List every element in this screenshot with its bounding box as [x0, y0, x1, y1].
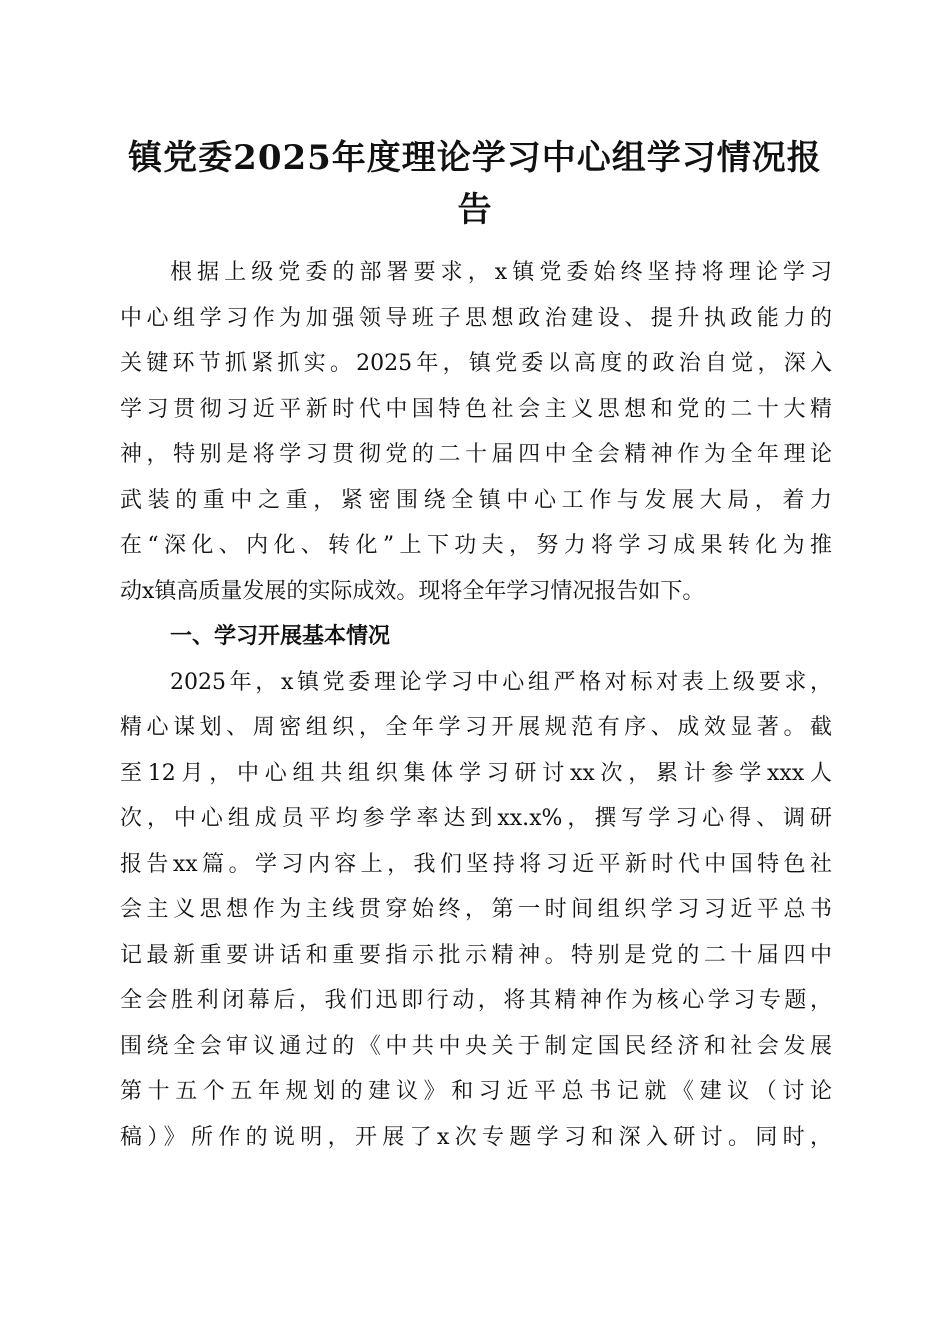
paragraph-line: 关键环节抓紧抓实。2025年，镇党委以高度的政治自觉，深入 [120, 351, 832, 376]
title-line-2: 告 [457, 190, 493, 230]
paragraph-line: 根据上级党委的部署要求，x镇党委始终坚持将理论学习 [170, 260, 832, 285]
paragraph-line: 2025年，x镇党委理论学习中心组严格对标对表上级要求， [170, 669, 832, 695]
paragraph-line: 在“深化、内化、转化”上下功夫，努力将学习成果转化为推 [120, 533, 832, 558]
paragraph-section-1 [120, 660, 832, 1161]
paragraph-line: 神，特别是将学习贯彻党的二十届四中全会精神作为全年理论 [120, 442, 832, 467]
paragraph-line: 记最新重要讲话和重要指示批示精神。特别是党的二十届四中 [120, 942, 832, 968]
paragraph-line: 动x镇高质量发展的实际成效。现将全年学习情况报告如下。 [120, 578, 705, 604]
paragraph-line: 次，中心组成员平均参学率达到xx.x%，撰写学习心得、调研 [120, 806, 832, 831]
document-body [120, 250, 832, 1160]
paragraph-line: 报告xx篇。学习内容上，我们坚持将习近平新时代中国特色社 [120, 851, 832, 877]
paragraph-line: 会主义思想作为主线贯穿始终，第一时间组织学习习近平总书 [120, 897, 832, 922]
paragraph-line: 围绕全会审议通过的《中共中央关于制定国民经济和社会发展 [120, 1033, 832, 1059]
paragraph-line: 精心谋划、周密组织，全年学习开展规范有序、成效显著。截 [120, 715, 832, 740]
paragraph-line: 武装的重中之重，紧密围绕全镇中心工作与发展大局，着力 [120, 487, 832, 513]
section-heading-1: 一、学习开展基本情况 [170, 624, 391, 649]
title-line-1: 镇党委2025年度理论学习中心组学习情况报 [128, 138, 822, 178]
paragraph-line: 学习贯彻习近平新时代中国特色社会主义思想和党的二十大精 [120, 396, 832, 422]
paragraph-line: 全会胜利闭幕后，我们迅即行动，将其精神作为核心学习专题， [120, 988, 832, 1013]
paragraph-line: 中心组学习作为加强领导班子思想政治建设、提升执政能力的 [120, 305, 832, 331]
paragraph-line: 至12月，中心组共组织集体学习研讨xx次，累计参学xxx人 [120, 760, 832, 786]
paragraph-line: 第十五个五年规划的建议》和习近平总书记就《建议（讨论 [120, 1079, 832, 1104]
paragraph-intro [120, 250, 832, 614]
document-title [110, 132, 840, 236]
paragraph-line: 稿）》所作的说明，开展了x次专题学习和深入研讨。同时， [120, 1124, 832, 1150]
